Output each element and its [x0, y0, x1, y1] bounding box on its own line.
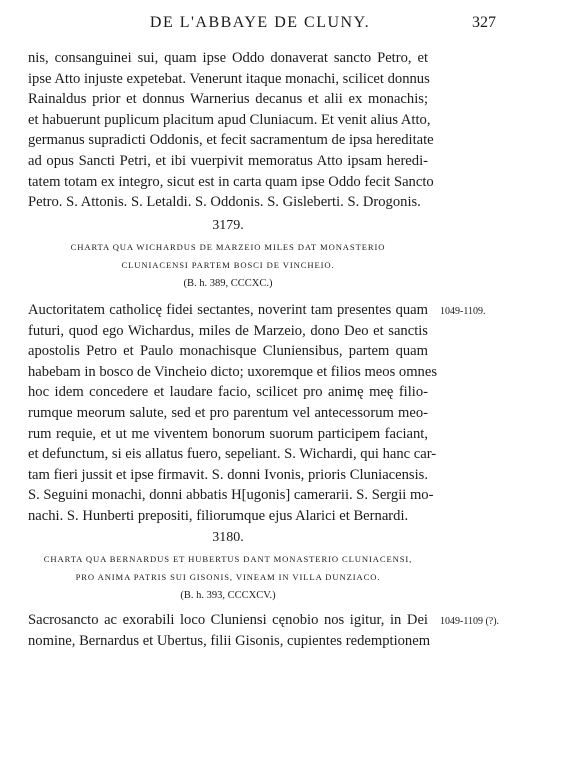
page-number: 327 — [472, 14, 496, 31]
text-line: nomine, Bernardus et Ubertus, filii Gisonis, cupientes redemptionem — [28, 632, 431, 649]
text-line: Rainaldus prior et donnus Warnerius decanus et alii ex monachis; — [28, 91, 428, 108]
text-line: nachi. S. Hunberti prepositi, filiorumque ejus Alarici et Bernardi. — [28, 507, 409, 524]
text-line: tam fieri jussit et ipse firmavit. S. donni Ivonis, prioris Cluniacensis. — [28, 466, 428, 483]
text-line: apostolis Petro et Paulo monachisque Cluniensibus, partem quam — [28, 343, 428, 360]
text-line: futuri, quod ego Wichardus, miles de Marzeio, dono Deo et sanctis — [28, 322, 428, 339]
opening-paragraph — [28, 48, 434, 213]
running-header — [0, 14, 570, 38]
text-line: S. Seguini monachi, donni abbatis H[ugonis] camerarii. S. Sergii mo- — [28, 487, 434, 504]
charter-title — [28, 238, 428, 274]
charter-reference: (B. h. 389, CCCXC.) — [183, 278, 273, 289]
text-line: ipse Atto injuste expetebat. Venerunt itaque monachi, scilicet donnus — [28, 70, 430, 87]
text-line: ad opus Sancti Petri, et ibi vuerpivit memoratus Atto ipsam heredi- — [28, 152, 428, 169]
charter-number: 3180. — [212, 530, 244, 545]
charter-reference: (B. h. 393, CCCXCV.) — [180, 590, 276, 601]
charter-text — [28, 610, 431, 651]
text-line: Petro. S. Attonis. S. Letaldi. S. Oddonis. S. Gisleberti. S. Drogonis. — [28, 194, 421, 211]
text-line: germanus supradicti Oddonis, et fecit sacramentum de ipsa hereditate — [28, 132, 434, 149]
text-line: hoc idem concedere et laudare facio, scilicet pro animę meę filio- — [28, 384, 428, 401]
charter-title — [28, 550, 428, 586]
charter-title-line: PRO ANIMA PATRIS SUI GISONIS, VINEAM IN VILLA DUNZIACO. — [75, 572, 381, 582]
text-line: tatem totam ex integro, sicut est in carta quam ipse Oddo fecit Sancto — [28, 173, 434, 190]
text-line: et habuerunt puplicum placitum apud Cluniacum. Et venit alius Atto, — [28, 111, 431, 128]
text-line: Sacrosancto ac exorabili loco Cluniensi cęnobio nos igitur, in Dei — [28, 612, 428, 628]
margin-date: 1049-1109 (?). — [440, 616, 500, 627]
text-line: rumque meorum salute, sed et pro parentum vel antecessorum meo- — [28, 404, 428, 421]
margin-date: 1049-1109. — [440, 306, 486, 317]
charter-title-line: CHARTA QUA WICHARDUS DE MARZEIO MILES DAT MONASTERIO — [70, 242, 386, 252]
charter-text — [28, 300, 438, 527]
running-title: DE L'ABBAYE DE CLUNY. — [149, 14, 371, 31]
charter-title-line: CLUNIACENSI PARTEM BOSCI DE VINCHEIO. — [121, 260, 335, 270]
text-line: Auctoritatem catholicę fidei sectantes, noverint tam presentes quam — [28, 302, 428, 318]
text-line: et defunctum, si eis allatus fuero, sepeliant. S. Wichardi, qui hanc car- — [28, 446, 437, 463]
charter-title-line: CHARTA QUA BERNARDUS ET HUBERTUS DANT MONASTERIO CLUNIACENSI, — [43, 554, 413, 564]
charter-number: 3179. — [212, 218, 244, 233]
text-line: rum requie, et ut me viventem bonorum suorum participem faciant, — [28, 425, 428, 442]
text-line: habebam in bosco de Vincheio dicto; uxoremque et filios meos omnes — [28, 363, 438, 380]
text-line: nis, consanguinei sui, quam ipse Oddo donaverat sancto Petro, et — [28, 50, 428, 66]
